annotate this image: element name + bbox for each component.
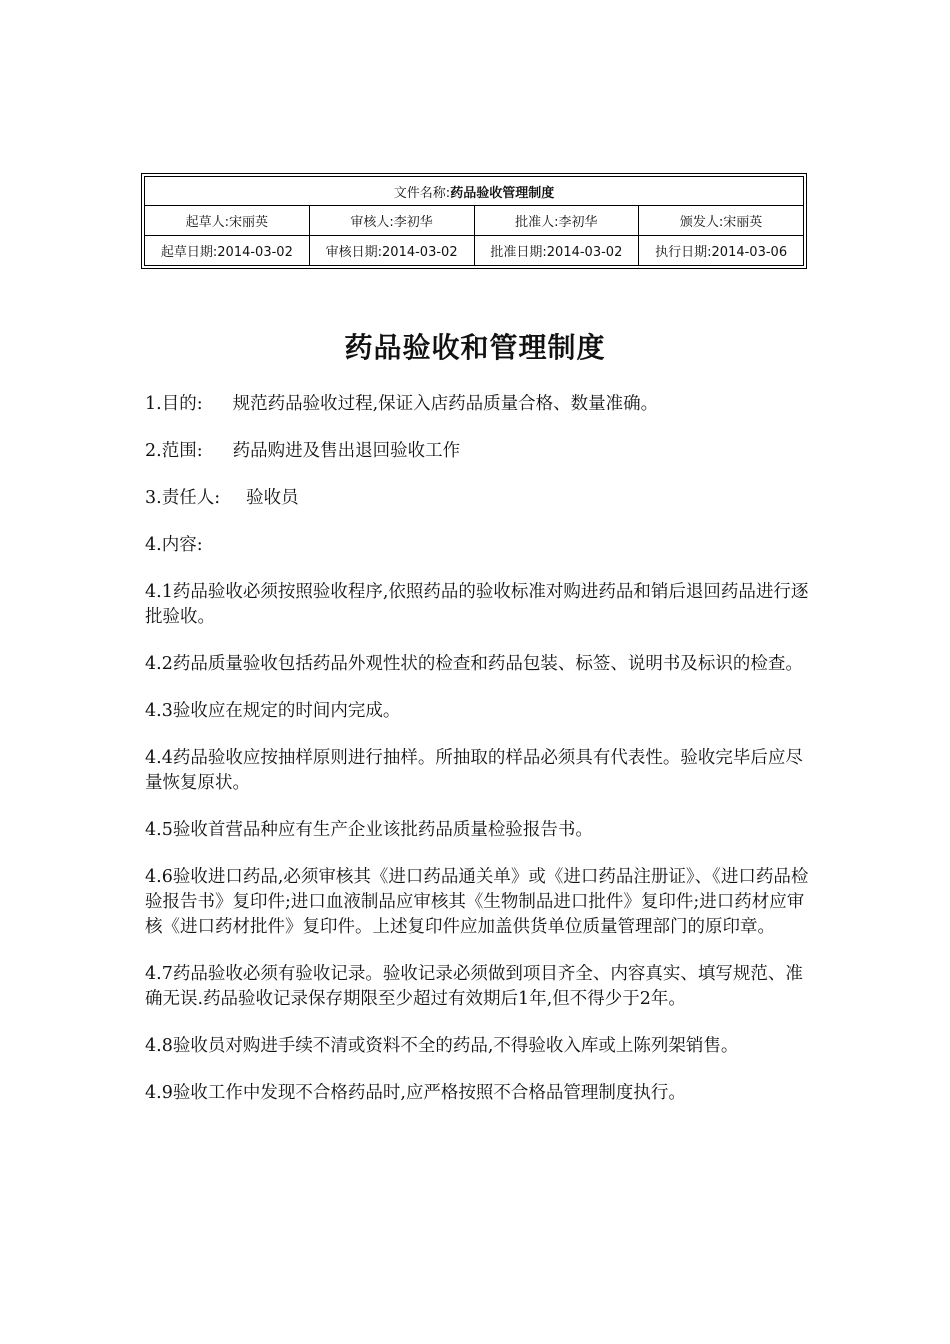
file-name-cell <box>145 177 804 206</box>
content-item: 4.2药品质量验收包括药品外观性状的检查和药品包装、标签、说明书及标识的检查。 <box>145 654 803 674</box>
section-label: 1.目的: <box>145 394 203 414</box>
section-responsible <box>145 486 810 511</box>
meta-row-people <box>145 206 804 236</box>
meta-table <box>144 176 804 266</box>
document-meta-table <box>141 173 807 269</box>
section-value: 验收员 <box>246 488 299 508</box>
section-label: 3.责任人: <box>145 488 221 508</box>
content-item: 4.1药品验收必须按照验收程序,依照药品的验收标准对购进药品和销后退回药品进行逐批验收。 <box>145 582 809 627</box>
file-name-label: 文件名称: <box>393 185 451 201</box>
document-body <box>145 392 810 1128</box>
content-item: 4.3验收应在规定的时间内完成。 <box>145 701 401 721</box>
section-scope <box>145 439 810 464</box>
content-item: 4.4药品验收应按抽样原则进行抽样。所抽取的样品必须具有代表性。验收完毕后应尽量恢复原状。 <box>145 748 803 793</box>
content-item: 4.7药品验收必须有验收记录。验收记录必须做到项目齐全、内容真实、填写规范、准确无误.药品验收记录保存期限至少超过有效期后1年,但不得少于2年。 <box>145 964 803 1009</box>
effective-date-cell: 执行日期:2014-03-06 <box>639 236 804 266</box>
page-title: 药品验收和管理制度 <box>344 331 606 364</box>
content-item: 4.9验收工作中发现不合格药品时,应严格按照不合格品管理制度执行。 <box>145 1083 686 1103</box>
meta-row-file-name <box>145 177 804 206</box>
content-item: 4.8验收员对购进手续不清或资料不全的药品,不得验收入库或上陈列架销售。 <box>145 1036 739 1056</box>
section-label: 2.范围: <box>145 441 203 461</box>
content-item: 4.5验收首营品种应有生产企业该批药品质量检验报告书。 <box>145 820 593 840</box>
meta-row-dates <box>145 236 804 266</box>
section-value: 药品购进及售出退回验收工作 <box>232 441 461 461</box>
approval-date-cell: 批准日期:2014-03-02 <box>474 236 639 266</box>
draft-date-cell: 起草日期:2014-03-02 <box>145 236 310 266</box>
review-date-cell: 审核日期:2014-03-02 <box>309 236 474 266</box>
section-purpose <box>145 392 810 417</box>
section-value: 规范药品验收过程,保证入店药品质量合格、数量准确。 <box>232 394 659 414</box>
section-content <box>145 533 810 558</box>
file-name-value: 药品验收管理制度 <box>450 185 555 201</box>
drafter-cell: 起草人:宋丽英 <box>145 206 310 236</box>
issuer-cell: 颁发人:宋丽英 <box>639 206 804 236</box>
reviewer-cell: 审核人:李初华 <box>309 206 474 236</box>
content-item: 4.6验收进口药品,必须审核其《进口药品通关单》或《进口药品注册证》、《进口药品检验报告书》复印件;进口血液制品应审核其《生物制品进口批件》复印件;进口药材应审核《进口药材批件》复印件。上述复印件应加盖供货单位质量管理部门的原印章。 <box>145 867 809 937</box>
approver-cell: 批准人:李初华 <box>474 206 639 236</box>
section-label: 4.内容: <box>145 535 203 555</box>
